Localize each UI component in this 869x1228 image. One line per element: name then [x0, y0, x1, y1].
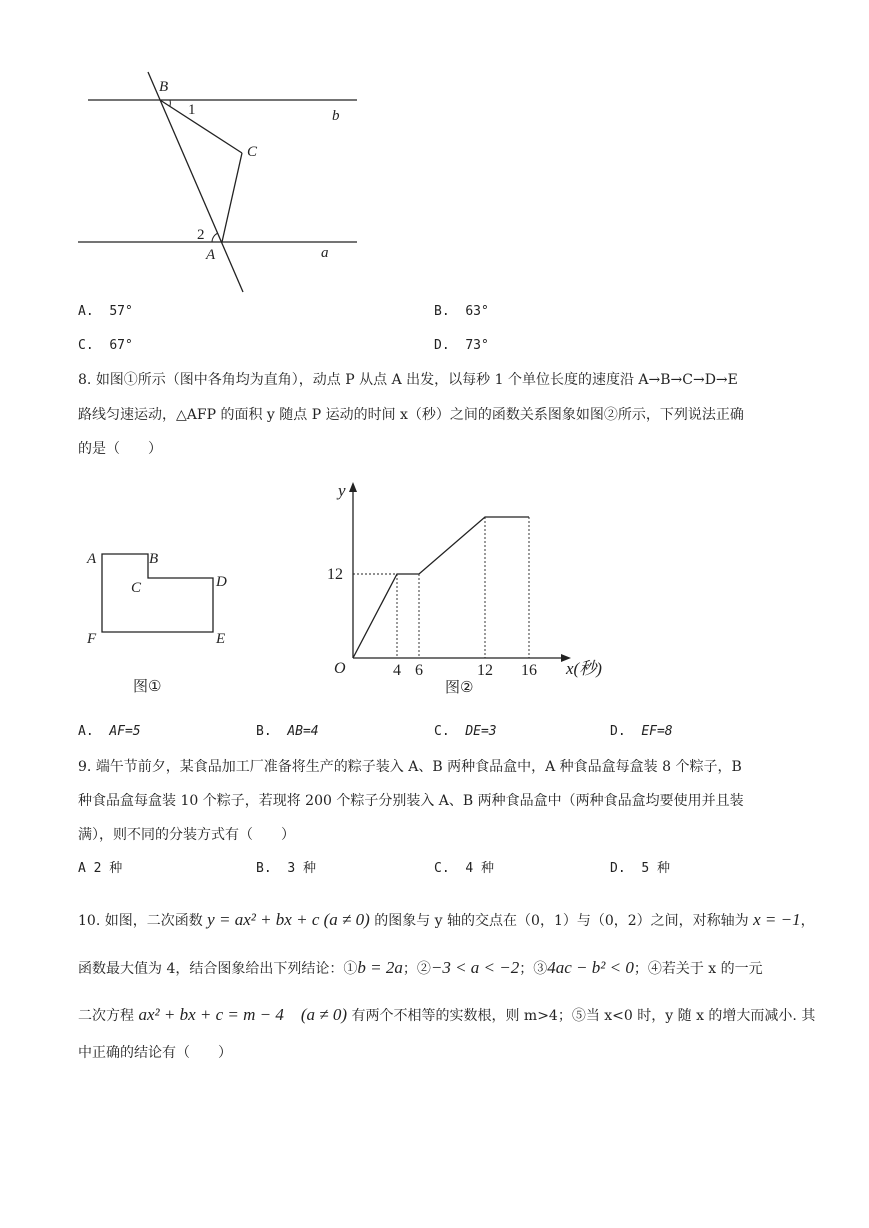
x-tick-label: 16	[521, 662, 537, 679]
q9-line-1: 9. 端午节前夕，某食品加工厂准备将生产的粽子装入 A、B 两种食品盒中，A 种食品盒每盒装 8 个粽子，B	[78, 759, 742, 775]
fig1-label-E: E	[216, 631, 226, 647]
x-axis-label: x(秒)	[566, 659, 602, 678]
q8-line-2: 路线匀速运动，△AFP 的面积 y 随点 P 运动的时间 x（秒）之间的函数关系图象如图②所示，下列说法正确	[78, 407, 744, 423]
q9-option-c[interactable]: C. 4 种	[434, 861, 494, 876]
transversal-line	[148, 72, 243, 292]
figure-2-function-graph	[320, 475, 620, 705]
graph-line	[353, 517, 529, 658]
x-tick-label: 12	[477, 662, 493, 679]
q9-option-d[interactable]: D. 5 种	[610, 861, 670, 876]
label-b: b	[332, 108, 340, 124]
q10-line-3: 二次方程 ax² + bx + c = m − 4 (a ≠ 0) 有两个不相等的实数根，则 m>4；⑤当 x<0 时，y 随 x 的增大而减小. 其	[78, 1005, 816, 1024]
q10-conclusion-2: −3 < a < −2	[430, 958, 520, 977]
fig1-label-A: A	[87, 551, 97, 567]
q9-option-b[interactable]: B. 3 种	[256, 861, 316, 876]
label-2: 2	[197, 227, 205, 243]
label-B: B	[159, 79, 169, 95]
fig2-caption: 图②	[445, 678, 474, 696]
fig1-label-B: B	[149, 551, 159, 567]
x-tick-label: 4	[393, 662, 401, 679]
angle-2-arc	[212, 233, 218, 242]
segment-bc	[160, 100, 242, 153]
segment-ca	[222, 153, 242, 242]
q9-number: 9.	[78, 759, 92, 775]
q9-option-a[interactable]: A 2 种	[78, 861, 123, 876]
q10-line-4: 中正确的结论有（ ）	[78, 1045, 232, 1061]
label-C: C	[247, 144, 258, 160]
label-A: A	[206, 247, 216, 263]
fig1-label-D: D	[216, 574, 227, 590]
q8-option-b[interactable]: B. AB=4	[256, 724, 319, 739]
q8-line-3: 的是（ ）	[78, 441, 162, 457]
fig1-caption: 图①	[133, 677, 162, 695]
q10-conclusion-3: 4ac − b² < 0	[547, 958, 634, 977]
y-axis-arrow	[349, 482, 357, 492]
graph-plot-area	[327, 517, 537, 679]
fig1-label-C: C	[131, 580, 142, 596]
q7-option-b[interactable]: B. 63°	[434, 304, 489, 319]
q9-line-2: 种食品盒每盒装 10 个粽子，若现将 200 个粽子分别装入 A、B 两种食品盒中（两种食品盒均要使用并且装	[78, 793, 744, 809]
parallel-lines-figure	[70, 65, 370, 300]
label-1: 1	[188, 102, 196, 118]
q10-quadratic-equation: y = ax² + bx + c (a ≠ 0)	[207, 910, 370, 929]
y-tick-label: 12	[327, 566, 343, 583]
q8-option-a[interactable]: A. AF=5	[78, 724, 141, 739]
q10-axis-of-symmetry: x = −1	[753, 910, 801, 929]
origin-label: O	[334, 660, 346, 677]
fig1-label-F: F	[87, 631, 97, 647]
x-tick-label: 6	[415, 662, 423, 679]
q10-conclusion-1: b = 2a	[357, 958, 403, 977]
q7-option-c[interactable]: C. 67°	[78, 338, 133, 353]
q10-equation-m: ax² + bx + c = m − 4 (a ≠ 0)	[138, 1005, 348, 1024]
q8-number: 8.	[78, 372, 92, 388]
q7-option-a[interactable]: A. 57°	[78, 304, 133, 319]
q7-option-d[interactable]: D. 73°	[434, 338, 489, 353]
q8-option-c[interactable]: C. DE=3	[434, 724, 497, 739]
q10-line-2: 函数最大值为 4，结合图象给出下列结论：①b = 2a；②−3 < a < −2；③4ac − b² < 0；④若关于 x 的一元	[78, 958, 763, 977]
q8-option-d[interactable]: D. EF=8	[610, 724, 673, 739]
q10-line-1: 10. 如图，二次函数 y = ax² + bx + c (a ≠ 0) 的图象与 y 轴的交点在（0，1）与（0，2）之间，对称轴为 x = −1，	[78, 910, 815, 929]
q8-line-1: 8. 如图①所示（图中各角均为直角），动点 P 从点 A 出发，以每秒 1 个单位长度的速度沿 A→B→C→D→E	[78, 372, 738, 388]
figure-1-l-shape	[80, 540, 240, 705]
q9-line-3: 满），则不同的分装方式有（ ）	[78, 827, 295, 843]
y-axis-label: y	[338, 481, 346, 500]
label-a: a	[321, 245, 329, 261]
q10-number: 10.	[78, 913, 101, 929]
